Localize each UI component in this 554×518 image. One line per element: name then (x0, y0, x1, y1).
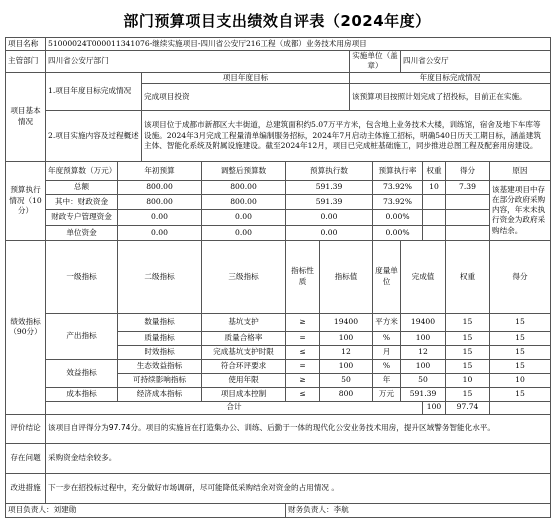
budget-header-rate: 预算执行率 (373, 161, 423, 180)
indicator-level3: 完成基坑支护时限 (202, 345, 286, 359)
finance-owner: 财务负责人：李航 (286, 503, 551, 517)
annual-goal: 完成项目投资 (142, 83, 350, 110)
budget-row-adjusted: 800.00 (202, 180, 286, 194)
budget-row-rate: 73.92% (373, 194, 423, 209)
indicator-weight: 15 (446, 313, 490, 331)
effect-indicator-group: 效益指标 (46, 359, 118, 387)
indicator-done: 12 (401, 345, 446, 359)
indicator-unit: 年 (373, 373, 401, 387)
budget-row-label: 财政专户管理资金 (46, 209, 118, 225)
indicator-level3: 基坑支护 (202, 313, 286, 331)
indicator-value: 100 (320, 331, 373, 345)
budget-row-executed: 591.39 (286, 194, 373, 209)
cost-indicator-group: 成本指标 (46, 387, 118, 401)
budget-header-score: 得分 (446, 161, 490, 180)
budget-row-initial: 0.00 (118, 209, 202, 225)
indicator-header-nature: 指标性质 (286, 240, 320, 313)
budget-header-adjusted: 调整后预算数 (202, 161, 286, 180)
goal-column-header: 项目年度目标 (142, 72, 350, 83)
budget-row-weight (423, 225, 446, 240)
indicator-nature: ≤ (286, 387, 320, 401)
indicator-header-value: 指标值 (320, 240, 373, 313)
budget-reason: 该基建项目中存在部分政府采购内容，年末未执行资金为政府采购结余。 (490, 180, 551, 240)
budget-row-initial: 800.00 (118, 194, 202, 209)
budget-row-weight: 10 (423, 180, 446, 194)
indicator-level2: 经济成本指标 (118, 387, 202, 401)
budget-header-weight: 权重 (423, 161, 446, 180)
indicator-header-done: 完成值 (401, 240, 446, 313)
indicator-level2: 数量指标 (118, 313, 202, 331)
implementation-summary: 该项目位于成都市新都区大丰街道，总建筑面积约5.07万平方米，包含地上业务技术大楼，训练馆，宿舍及地下车库等设施。2024年3月完成工程量清单编制服务招标，2024年7月启动主体施工招标，明确540日历天工期目标，涵盖建筑主体、智能化系统及附属设施建设。截至2024年12月，项目已完成桩基础施工，同步推进总图工程及配套用房建设。 (142, 110, 551, 161)
indicator-header-weight: 权重 (446, 240, 490, 313)
budget-row-adjusted: 800.00 (202, 194, 286, 209)
indicator-nature: ≥ (286, 373, 320, 387)
indicator-unit: % (373, 359, 401, 373)
indicator-weight: 15 (446, 359, 490, 373)
indicator-nature: = (286, 359, 320, 373)
issues-text: 采购资金结余较多。 (46, 443, 551, 473)
indicator-level2: 生态效益指标 (118, 359, 202, 373)
indicator-header-level3: 三级指标 (202, 240, 286, 313)
project-owner: 项目负责人：刘建勋 (6, 503, 286, 517)
budget-section-label: 预算执行情况（10分） (6, 161, 46, 240)
budget-row-label: 其中：财政资金 (46, 194, 118, 209)
indicator-score: 15 (490, 313, 551, 331)
unit-value: 四川省公安厅 (401, 51, 551, 73)
output-indicator-group: 产出指标 (46, 313, 118, 359)
indicator-weight: 15 (446, 387, 490, 401)
budget-row-label: 总额 (46, 180, 118, 194)
indicator-level2: 可持续影响指标 (118, 373, 202, 387)
indicator-unit: 月 (373, 345, 401, 359)
budget-row-rate: 0.00% (373, 209, 423, 225)
budget-row-weight (423, 194, 446, 209)
department-value: 四川省公安厅部门 (46, 51, 350, 73)
indicator-value: 100 (320, 359, 373, 373)
project-name-value: 51000024T000011341076-继续实施项目-四川省公安厅216工程（成都）业务技术用房项目 (46, 38, 551, 51)
indicator-unit: 万元 (373, 387, 401, 401)
conclusion-label: 评价结论 (6, 414, 46, 443)
indicator-level3: 质量合格率 (202, 331, 286, 345)
indicator-value: 12 (320, 345, 373, 359)
indicator-header-unit: 度量单位 (373, 240, 401, 313)
indicator-done: 19400 (401, 313, 446, 331)
indicator-level3: 项目成本控制 (202, 387, 286, 401)
indicator-header-level2: 二级指标 (118, 240, 202, 313)
budget-row-score: 7.39 (446, 180, 490, 194)
indicator-weight: 15 (446, 331, 490, 345)
indicator-level2: 时效指标 (118, 345, 202, 359)
total-analysis (490, 401, 551, 414)
budget-row-label: 单位资金 (46, 225, 118, 240)
completion-column-header: 年度目标完成情况 (350, 72, 551, 83)
annual-completion: 该预算项目按照计划完成了招投标，目前正在实施。 (350, 83, 551, 110)
indicator-nature: ≤ (286, 345, 320, 359)
budget-header-reason: 原因 (490, 161, 551, 180)
indicator-score: 10 (490, 373, 551, 387)
indicator-level3: 使用年限 (202, 373, 286, 387)
indicator-unit: % (373, 331, 401, 345)
basic-section-label: 项目基本情况 (6, 72, 46, 161)
unit-label: 实施单位（盖章） (350, 51, 401, 73)
budget-header-executed: 预算执行数 (286, 161, 373, 180)
indicator-done: 50 (401, 373, 446, 387)
indicator-value: 50 (320, 373, 373, 387)
improvements-label: 改进措施 (6, 473, 46, 503)
indicator-done: 591.39 (401, 387, 446, 401)
budget-row-weight (423, 209, 446, 225)
indicator-level3: 符合环评要求 (202, 359, 286, 373)
indicator-nature: ≥ (286, 313, 320, 331)
indicator-done: 100 (401, 359, 446, 373)
goal-row-label: 1.项目年度目标完成情况 (46, 72, 142, 110)
budget-row-initial: 0.00 (118, 225, 202, 240)
budget-row-initial: 800.00 (118, 180, 202, 194)
indicator-score: 15 (490, 359, 551, 373)
budget-row-adjusted: 0.00 (202, 225, 286, 240)
budget-row-score (446, 209, 490, 225)
budget-header-item: 年度预算数（万元） (46, 161, 118, 180)
page-title: 部门预算项目支出绩效自评表（2024年度） (123, 12, 431, 30)
indicator-header-level1: 一级指标 (46, 240, 118, 313)
indicator-score: 15 (490, 331, 551, 345)
budget-row-rate: 73.92% (373, 180, 423, 194)
indicator-level2: 质量指标 (118, 331, 202, 345)
project-name-label: 项目名称 (6, 38, 46, 51)
content-row-label: 2.项目实施内容及过程概述 (46, 110, 142, 161)
indicator-done: 100 (401, 331, 446, 345)
conclusion-text: 该项目自评得分为97.74分。项目的实施旨在打造集办公、训练、后勤于一体的现代化公安业务技术用房，提升区域警务智能化水平。 (46, 414, 551, 443)
indicator-unit: 平方米 (373, 313, 401, 331)
budget-row-score (446, 194, 490, 209)
budget-row-score (446, 225, 490, 240)
issues-label: 存在问题 (6, 443, 46, 473)
budget-row-executed: 591.39 (286, 180, 373, 194)
budget-row-executed: 0.00 (286, 225, 373, 240)
budget-header-initial: 年初预算 (118, 161, 202, 180)
indicator-value: 800 (320, 387, 373, 401)
budget-row-rate: 0.00% (373, 225, 423, 240)
indicator-section-label: 绩效指标（90分） (6, 240, 46, 414)
indicator-weight: 10 (446, 373, 490, 387)
indicator-header-score: 得分 (490, 240, 551, 313)
total-weight: 100 (423, 401, 446, 414)
budget-row-executed: 0.00 (286, 209, 373, 225)
indicator-score: 15 (490, 387, 551, 401)
total-label: 合计 (46, 401, 423, 414)
department-label: 主管部门 (6, 51, 46, 73)
indicator-weight: 15 (446, 345, 490, 359)
budget-row-adjusted: 0.00 (202, 209, 286, 225)
evaluation-table (5, 37, 551, 518)
total-score: 97.74 (446, 401, 490, 414)
indicator-score: 15 (490, 345, 551, 359)
improvements-text: 下一步在招投标过程中，充分做好市场调研，尽可能降低采购结余对资金的占用情况 。 (46, 473, 551, 503)
indicator-value: 19400 (320, 313, 373, 331)
indicator-nature: = (286, 331, 320, 345)
